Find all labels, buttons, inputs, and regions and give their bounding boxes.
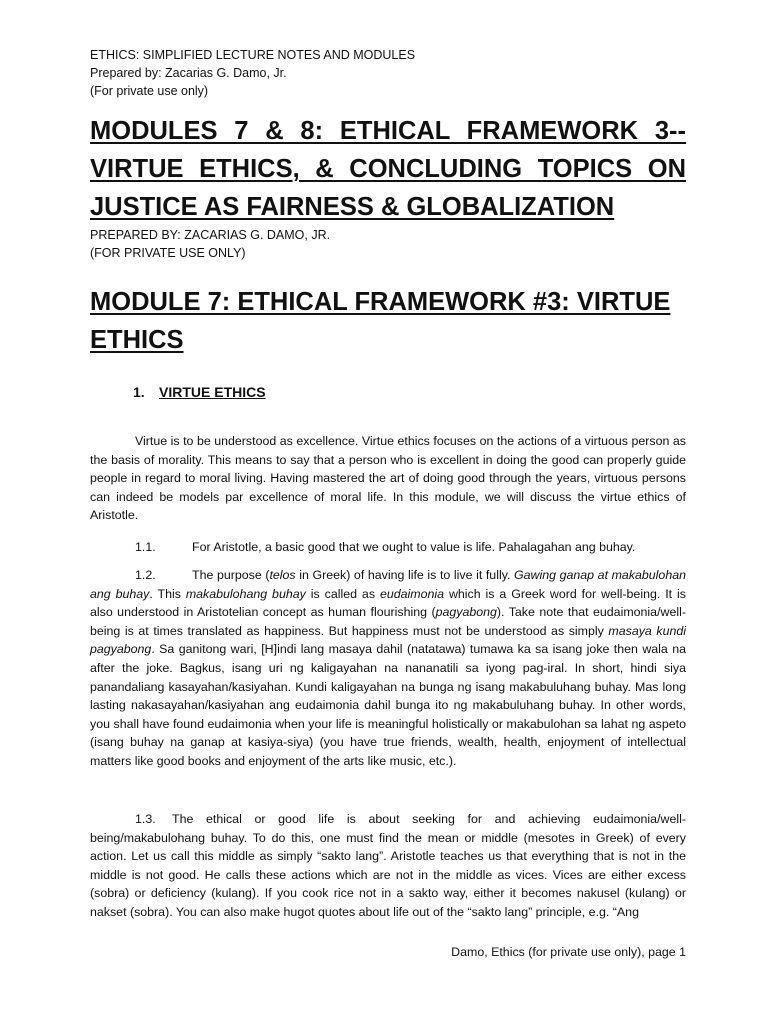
item-1-2-italic: masaya kundi pagyabong bbox=[90, 623, 687, 657]
main-title bbox=[90, 112, 686, 226]
item-1-2-italic: telos bbox=[269, 568, 296, 582]
item-1-2-text: The purpose ( bbox=[192, 568, 270, 582]
main-title-text: MODULES 7 & 8: ETHICAL FRAMEWORK 3--VIRTUE ETHICS, & CONCLUDING TOPICS ON JUSTICE AS FAIRNESS & GLOBALIZATION bbox=[90, 117, 686, 221]
item-1-3 bbox=[90, 810, 686, 922]
item-1-3-text: The ethical or good life is about seeking for and achieving eudaimonia/well-being/makabulohang buhay. To do this, one must find the mean or middle (mesotes in Greek) of every action. Let us call this middle as simply “sakto lang”. Aristotle teaches us that everything that is not in the middle is not good. He calls these actions which are not in the middle as vices. Vices are either excess (sobra) or deficiency (kulang). If you cook rice not in a sakto way, either it becomes nakusel (kulang) or nakset (sobra). You can also make hugot quotes about life out of the “sakto lang” principle, e.g. “Ang bbox=[90, 812, 686, 919]
section-title: VIRTUE ETHICS bbox=[159, 384, 266, 400]
section-heading bbox=[133, 384, 266, 400]
intro-paragraph: Virtue is to be understood as excellence. Virtue ethics focuses on the actions of a virtuous person as the basis of morality. This means to say that a person who is excellent in doing the good can properly guide people in regard to moral living. Having mastered the art of doing good through the years, virtuous persons can indeed be models par excellence of moral life. In this module, we will discuss the virtue ethics of Aristotle. bbox=[90, 434, 686, 523]
item-1-3-number: 1.3. bbox=[135, 812, 156, 826]
item-1-2-italic: pagyabong bbox=[435, 605, 497, 620]
prepared-by-block bbox=[90, 226, 330, 262]
header-author: Prepared by: Zacarias G. Damo, Jr. bbox=[90, 66, 287, 80]
item-1-2-text: is called as bbox=[305, 586, 380, 601]
item-1-1-text: For Aristotle, a basic good that we ought to value is life. Pahalagahan ang buhay. bbox=[192, 540, 636, 554]
module-title-text: MODULE 7: ETHICAL FRAMEWORK #3: VIRTUE ETHICS bbox=[90, 288, 671, 354]
private-use-line: (FOR PRIVATE USE ONLY) bbox=[90, 246, 246, 260]
item-1-1-number: 1.1. bbox=[135, 540, 156, 554]
item-1-2-italic: Gawing ganap at makabulohan ang buhay bbox=[90, 568, 686, 601]
module-title bbox=[90, 283, 686, 359]
item-1-2-text: in Greek) of having life is to live it fully. bbox=[295, 568, 515, 582]
item-1-2-number: 1.2. bbox=[135, 568, 156, 582]
item-1-2 bbox=[90, 566, 686, 771]
document-header bbox=[90, 46, 415, 100]
header-course-title: ETHICS: SIMPLIFIED LECTURE NOTES AND MODULES bbox=[90, 48, 416, 62]
item-1-2-text: . This bbox=[149, 586, 186, 601]
item-1-2-text: which is a Greek word for well-being. It is also understood in Aristotelian concept as human flourishing ( bbox=[90, 586, 686, 620]
item-1-2-italic: eudaimonia bbox=[379, 586, 445, 601]
prepared-by-line: PREPARED BY: ZACARIAS G. DAMO, JR. bbox=[90, 228, 331, 242]
item-1-2-italic: makabulohang buhay bbox=[185, 586, 306, 601]
item-1-2-text: ). Take note that eudaimonia/well-being is at times translated as happiness. But happiness must not be understood as simply bbox=[90, 605, 686, 638]
header-usage-note: (For private use only) bbox=[90, 84, 209, 98]
section-number: 1. bbox=[133, 384, 145, 400]
item-1-1 bbox=[90, 538, 731, 557]
item-1-2-text: . Sa ganitong wari, [H]indi lang masaya dahil (natatawa) tumawa ka sa isang joke then wala na after the joke. Bagkus, isang uri ng kaligayahan na nananatili sa iyong pag-iral. In short, hindi siya panandaliang kasayahan/kasiyahan. Kundi kaligayahan na bunga ng isang makabuluhang buhay. Mas long lasting nakasayahan/kasiyahan ang eudaimonia dahil bunga ito ng makabuluhang buhay. In other words, you shall have found eudaimonia when your life is meaningful holistically or makabulohan sa lahat ng aspeto (isang buhay na ganap at kasiya-siya) (you have true friends, wealth, health, enjoyment of intellectual matters like good books and enjoyment of the arts like music, etc.). bbox=[90, 642, 686, 768]
page-footer: Damo, Ethics (for private use only), page 1 bbox=[451, 945, 686, 959]
